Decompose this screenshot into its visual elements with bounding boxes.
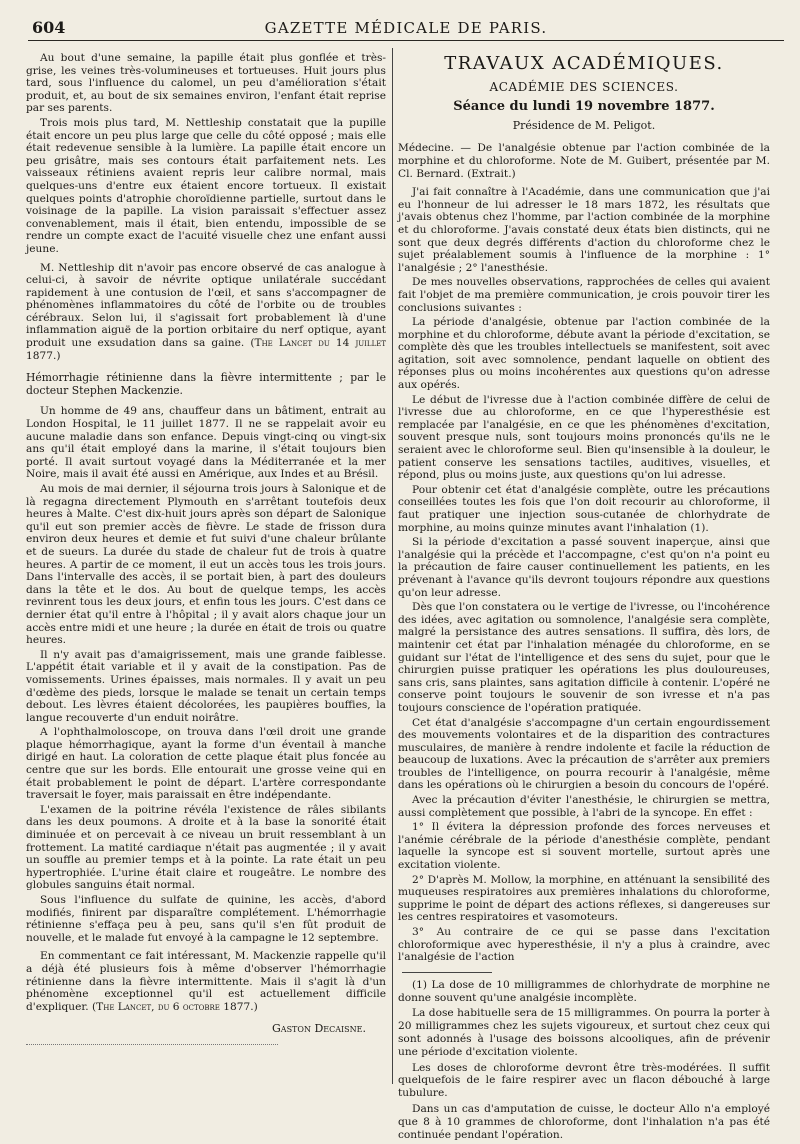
paragraph — [26, 950, 386, 1013]
footnote: (1) La dose de 10 milligrammes de chlorhydrate de morphine ne donne souvent qu'une analgésie incomplète. — [398, 978, 770, 1004]
paragraph: Cet état d'analgésie s'accompagne d'un certain engourdissement des mouvements volontaires et de la disparition des contractures musculaires, de manière à rendre indolente et facile la réduction de beaucoup de luxations. Avec la précaution de s'arrêter aux premiers troubles de l'intelligence, on pourra recourir à l'analgésie, même dans les opérations où le chirurgien a besoin du concours de l'opéré. — [398, 716, 770, 792]
paragraph: De mes nouvelles observations, rapprochées de celles qui avaient fait l'objet de ma première communication, je crois pouvoir tirer les conclusions suivantes : — [398, 276, 770, 314]
footnote: Les doses de chloroforme devront être très-modérées. Il suffit quelquefois de le faire respirer avec un flacon débouché à large tubulure. — [398, 1061, 770, 1100]
footnote: Dans un cas d'amputation de cuisse, le docteur Allo n'a employé que 8 à 10 grammes de chloroforme, dont l'inhalation n'a pas été continuée pendant l'opération. — [398, 1102, 770, 1141]
paragraph-text: En commentant ce fait intéressant, M. Mackenzie rappelle qu'il a déjà été plusieurs fois à même d'observer l'hémorrhagie rétinienne dans la fièvre intermittente. Mais il s'agit là d'un phénomène exceptionnel qu'il est actuellement difficile d'expliquer. — [26, 950, 386, 1013]
paragraph — [26, 262, 386, 363]
session-date: Séance du lundi 19 novembre 1877. — [453, 99, 715, 115]
academy-name: ACADÉMIE DES SCIENCES. — [489, 79, 679, 94]
footnote: La dose habituelle sera de 15 milligrammes. On pourra la porter à 20 milligrammes chez les sujets vigoureux, et surtout chez ceux qui sont adonnés à l'usage des boissons alcooliques, afin de prévenir une période d'excitation violente. — [398, 1007, 770, 1058]
paragraph: 1° Il évitera la dépression profonde des forces nerveuses et l'anémie cérébrale de la période d'anesthésie complète, pendant laquelle la syncope est si souvent mortelle, surtout après une excitation violente. — [398, 821, 770, 872]
author-signature: Gaston Decaisne. — [272, 1022, 366, 1036]
paragraph-text: M. Nettleship dit n'avoir pas encore observé de cas analogue à celui-ci, à savoir de névrite optique unilatérale succédant rapidement à une contusion de l'œil, et sans s'accompagner de phénomènes inflammatoires du côté de l'orbite ou de troubles cérébraux. Selon lui, il s'agissait fort probablement là d'une inflammation aiguë de la portion orbitaire du nerf optique, ayant produit une exsudation dans sa gaine. — [26, 261, 386, 350]
paragraph: Il n'y avait pas d'amaigrissement, mais une grande faiblesse. L'appétit était variable et il y avait de la constipation. Pas de vomissements. Urines épaisses, mais normales. Il y avait un peu d'œdème des pieds, lorsque le malade se tenait un certain temps debout. Les lèvres étaient décolorées, les paupières bouffies, la langue recouverte d'un enduit noirâtre. — [26, 648, 386, 724]
paragraph: Au bout d'une semaine, la papille était plus gonflée et très-grise, les veines très-volumineuses et tortueuses. Huit jours plus tard, sous l'influence du calomel, un peu d'amélioration s'était produit, et, au bout de six semaines environ, l'enfant était reprise par ses parents. — [26, 52, 386, 115]
dotted-divider — [26, 1044, 278, 1045]
paragraph: Un homme de 49 ans, chauffeur dans un bâtiment, entrait au London Hospital, le 11 juillet 1877. Il ne se rappelait avoir eu aucune maladie dans son enfance. Depuis vingt-cinq ou vingt-six ans qu'il était employé dans la marine, il s'était toujours bien porté. Il avait surtout voyagé dans la Méditerranée et la mer Noire, mais il avait été aussi en Amérique, aux Indes et au Brésil. — [26, 405, 386, 481]
presidency: Présidence de M. Peligot. — [512, 118, 656, 132]
section-title: Hémorrhagie rétinienne dans la fièvre intermittente ; par le docteur Stephen Mackenzie. — [26, 371, 386, 397]
paragraph: 3° Au contraire de ce qui se passe dans l'excitation chloroformique avec hyperesthésie, il n'y a plus à craindre, avec l'analgésie de l'action — [398, 926, 770, 964]
section-heading: TRAVAUX ACADÉMIQUES. — [444, 53, 724, 74]
paragraph: Avec la précaution d'éviter l'anesthésie, le chirurgien se mettra, aussi complètement que possible, à l'abri de la syncope. En effet : — [398, 794, 770, 819]
paragraph: La période d'analgésie, obtenue par l'action combinée de la morphine et du chloroforme, débute avant la période d'excitation, se complète dès que les troubles intellectuels se manifestent, soit avec agitation, soit avec somnolence, pendant laquelle on obtient des réponses plus ou moins incohérentes aux questions qu'on adresse aux opérés. — [398, 316, 770, 392]
article-title: Médecine. — De l'analgésie obtenue par l'action combinée de la morphine et du chloroforme. Note de M. Guibert, présentée par M. Cl. Bernard. (Extrait.) — [398, 142, 770, 180]
paragraph: Pour obtenir cet état d'analgésie complète, outre les précautions conseillées toutes les fois que l'on doit recourir au chloroforme, il faut pratiquer une injection sous-cutanée de chlorhydrate de morphine, au moins quinze minutes avant l'inhalation (1). — [398, 483, 770, 534]
running-header — [28, 14, 784, 41]
footnote-rule — [402, 972, 492, 973]
left-column — [26, 52, 386, 1045]
paragraph: J'ai fait connaître à l'Académie, dans une communication que j'ai eu l'honneur de lui adresser le 18 mars 1872, les résultats que j'avais obtenus chez l'homme, par l'action combinée de la morphine et du chloroforme. J'avais constaté deux états bien distincts, qui ne sont que deux degrés différents d'action du chloroforme chez le sujet préalablement soumis à l'influence de la morphine : 1° l'analgésie ; 2° l'anesthésie. — [398, 186, 770, 274]
paragraph: Au mois de mai dernier, il séjourna trois jours à Salonique et de là regagna directement Plymouth en s'arrêtant toutefois deux heures à Malte. C'est dix-huit jours après son départ de Salonique qu'il eut son premier accès de fièvre. Le stade de frisson dura environ deux heures et demie et fut suivi d'une chaleur brûlante et de sueurs. La durée du stade de chaleur fut de trois à quatre heures. A partir de ce moment, il eut un accès tous les trois jours. Dans l'intervalle des accès, il se portait bien, à part des douleurs dans la tête et le dos. Au bout de quelque temps, les accès revinrent tous les deux jours, et enfin tous les jours. C'est dans ce dernier état qu'il entre à l'hôpital ; il y avait alors chaque jour un accès entre midi et une heure ; la durée en était de trois ou quatre heures. — [26, 483, 386, 647]
paragraph: Le début de l'ivresse due à l'action combinée diffère de celui de l'ivresse due au chloroforme, en ce que l'hyperesthésie est remplacée par l'analgésie, en ce que les phénomènes d'excitation, souvent presque nuls, sont toujours moins prononcés qu'ils ne le seraient avec le chloroforme seul. Bien qu'insensible à la douleur, le patient conserve les sensations tactiles, auditives, visuelles, et répond, plus ou moins juste, aux questions qu'on lui adresse. — [398, 393, 770, 482]
page-number: 604 — [32, 18, 66, 37]
paragraph: Trois mois plus tard, M. Nettleship constatait que la pupille était encore un peu plus large que celle du côté opposé ; mais elle était redevenue sensible à la lumière. La papille était encore un peu grisâtre, mais ses contours était parfaitement nets. Les vaisseaux rétiniens avaient repris leur calibre normal, mais quelques-uns d'entre eux étaient encore tortueux. Il existait quelques points d'atrophie choroïdienne partielle, surtout dans le voisinage de la papille. La vision paraissait s'effectuer assez convenablement, mais il était, bien entendu, impossible de se rendre un compte exact de l'acuité visuelle chez une enfant aussi jeune. — [26, 116, 386, 255]
paragraph: Si la période d'excitation a passé souvent inaperçue, ainsi que l'analgésie qui la précède et l'accompagne, c'est qu'on n'a point eu la précaution de faire causer continuellement les patients, en les prévenant à l'avance qu'ils devront toujours répondre aux questions qu'on leur adresse. — [398, 536, 770, 599]
column-divider — [392, 48, 393, 1084]
paragraph: Sous l'influence du sulfate de quinine, les accès, d'abord modifiés, finirent par disparaître complétement. L'hémorrhagie rétinienne s'effaça peu à peu, sans qu'il s'en fût produit de nouvelle, et le malade fut envoyé à la campagne le 12 septembre. — [26, 894, 386, 944]
citation: (The Lancet, du 6 octobre 1877.) — [92, 1000, 258, 1013]
paragraph: Dès que l'on constatera ou le vertige de l'ivresse, ou l'incohérence des idées, avec agitation ou somnolence, l'analgésie sera complète, malgré la persistance des autres sensations. Il suffira, dès lors, de maintenir cet état par l'inhalation ménagée du chloroforme, en se guidant sur l'état de l'intelligence et des sens du sujet, pour que le chirurgien puisse pratiquer les opérations les plus douloureuses, sans cris, sans plaintes, sans agitation difficile à contenir. L'opéré ne conserve point toujours le souvenir de son ivresse et n'a pas toujours conscience de l'opération pratiquée. — [398, 601, 770, 714]
footnotes — [398, 979, 770, 1142]
paragraph: A l'ophthalmoloscope, on trouva dans l'œil droit une grande plaque hémorrhagique, ayant la forme d'un éventail à manche dirigé en haut. La coloration de cette plaque était plus foncée au centre que sur les bords. Elle entourait une grosse veine qui en était probablement le point de départ. L'artère correspondante traversait le foyer, mais paraissait en être indépendante. — [26, 726, 386, 802]
journal-title: GAZETTE MÉDICALE DE PARIS. — [264, 19, 548, 37]
right-column — [398, 52, 770, 1144]
paragraph: 2° D'après M. Mollow, la morphine, en atténuant la sensibilité des muqueuses respiratoires aux premières inhalations du chloroforme, supprime le point de départ des actions réflexes, si dangereuses sur les centres respiratoires et vasomoteurs. — [398, 873, 770, 924]
citation: (The Lancet du 14 juillet 1877.) — [26, 337, 386, 362]
paragraph: L'examen de la poitrine révéla l'existence de râles sibilants dans les deux poumons. A droite et à la base la sonorité était diminuée et on percevait à ce niveau un bruit ressemblant à un frottement. La matité cardiaque n'était pas augmentée ; il y avait un souffle au premier temps et à la pointe. La rate était un peu hypertrophiée. L'urine était claire et rougeâtre. Le nombre des globules sanguins était normal. — [26, 803, 386, 892]
